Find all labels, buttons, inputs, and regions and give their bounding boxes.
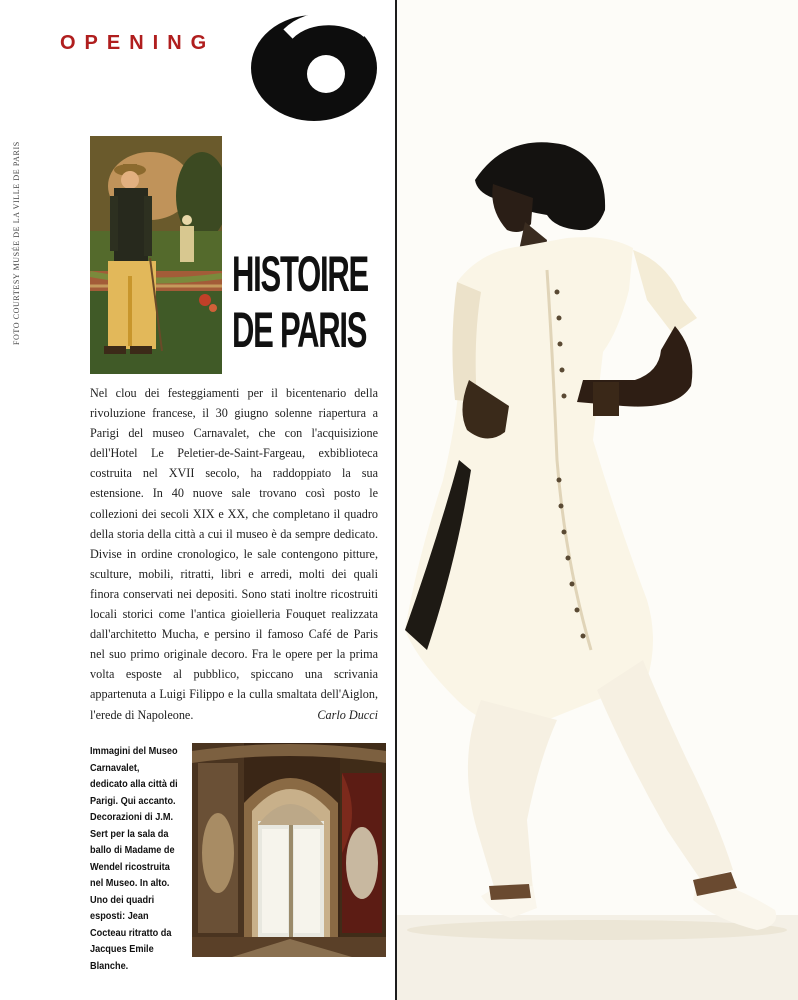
portrait-painting [90, 136, 222, 374]
article-body [90, 383, 378, 725]
headline-line-2: DE PARIS [232, 302, 367, 358]
article-text: Nel clou dei festeggiamenti per il bicentenario della rivoluzione francese, il 30 giugno solenne riapertura a Parigi del museo Carnavalet, che con l'acquisizione dell'Hotel Le Peletier-de-Saint-Fargeau, exbiblioteca costruita nel XVII secolo, ha raddoppiato la sua estensione. In 40 nuove sale trovano così posto le collezioni dei secoli XIX e XX, che completano il quadro della storia della città a cui il museo è da sempre dedicato. Divise in ordine cronologico, le sale contengono pitture, sculture, mobili, ritratti, libri e arredi, molti dei quali finora conservati nei depositi. Sono stati inoltre ricostruiti locali storici come l'antica gioielleria Fouquet realizzata dall'architetto Mucha, e persino il famoso Café de Paris nel suo primo originale decoro. Fra le opere per la prima volta esposte al pubblico, spiccano una scrivania appartenuta a Luigi Filippo e la culla smaltata dell'Aiglon, l'erede di Napoleone. [90, 386, 378, 722]
right-page [397, 0, 798, 1000]
section-label: OPENING [60, 32, 216, 54]
ballroom-interior-photo [192, 743, 386, 957]
photo-credit: FOTO COURTESY MUSÉE DE LA VILLE DE PARIS [12, 141, 21, 345]
image-caption: Immagini del Museo Carnavalet, dedicato alla città di Parigi. Qui accanto. Decorazioni di J.M. Sert per la sala da ballo di Madame de Wendel ricostruita nel Museo. In alto. Uno dei quadri esposti: Jean Cocteau ritratto da Jacques Emile Blanche. [90, 746, 178, 972]
headline [232, 246, 382, 358]
headline-line-1: HISTOIRE [232, 246, 368, 302]
left-page [0, 0, 395, 1000]
article-author: Carlo Ducci [317, 707, 378, 722]
issue-number-six [248, 14, 380, 122]
fashion-model-photo [397, 0, 798, 1000]
